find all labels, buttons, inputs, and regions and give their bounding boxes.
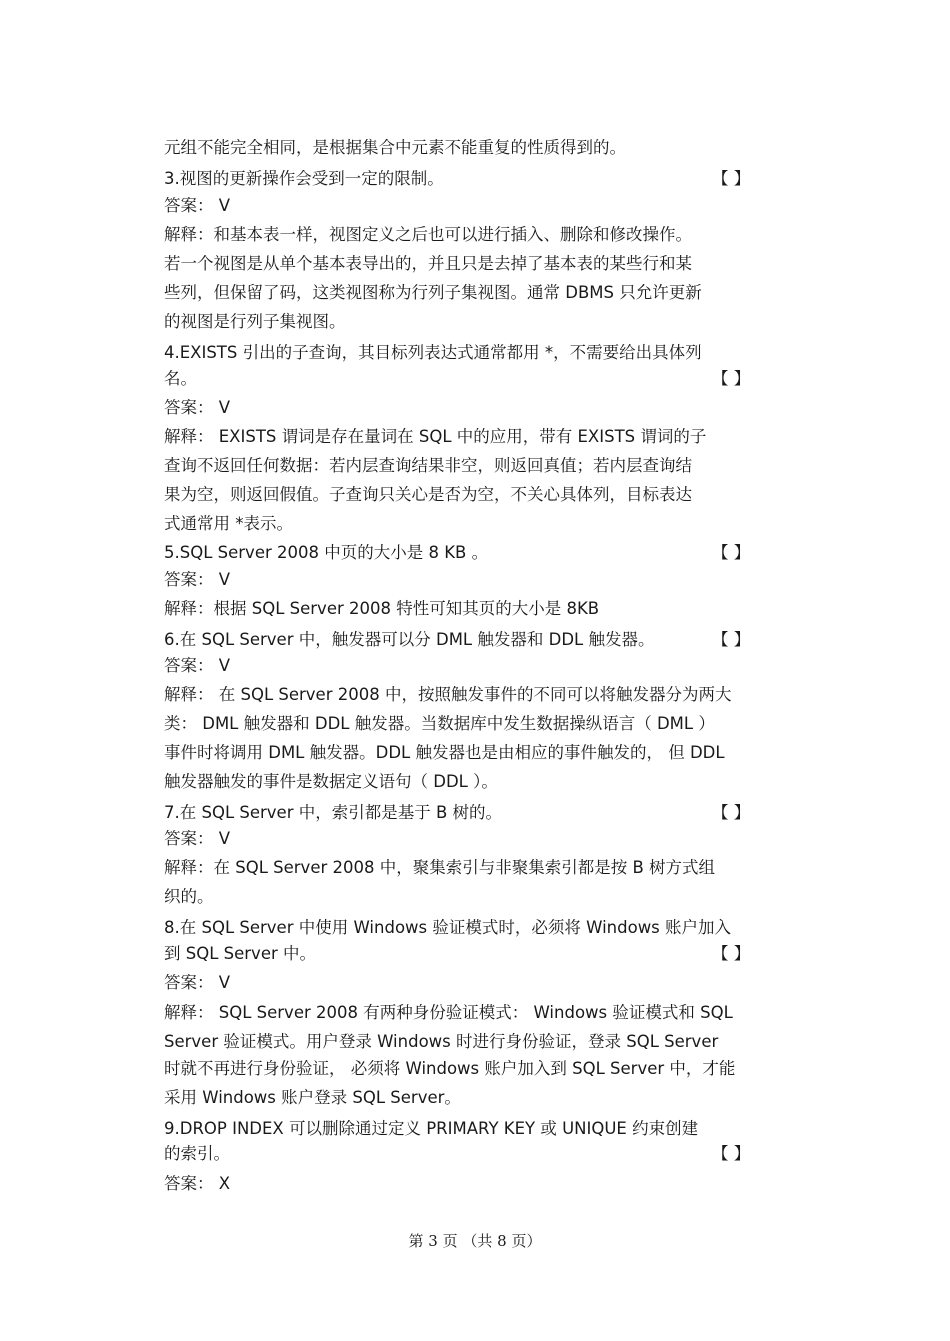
- question-9: 9.DROP INDEX 可以删除通过定义 PRIMARY KEY 或 UNIQUE 约束创建: [164, 1119, 699, 1138]
- answer-line: 答案： V: [164, 656, 231, 675]
- question-8-cont: 到 SQL Server 中。: [164, 944, 316, 963]
- explanation-line: 式通常用 *表示。: [164, 514, 293, 533]
- page-footer: 第 3 页 （共 8 页）: [408, 1232, 542, 1250]
- explanation-line: Server 验证模式。用户登录 Windows 时进行身份验证，登录 SQL Server: [164, 1032, 719, 1051]
- explanation-line: 类： DML 触发器和 DDL 触发器。当数据库中发生数据操纵语言（ DML ）: [164, 714, 715, 733]
- explanation-line: 织的。: [164, 887, 214, 906]
- answer-bracket: 【 】: [712, 944, 751, 963]
- explanation-line: 采用 Windows 账户登录 SQL Server。: [164, 1088, 461, 1107]
- text-line: 元组不能完全相同，是根据集合中元素不能重复的性质得到的。: [164, 138, 626, 157]
- explanation-line: 触发器触发的事件是数据定义语句（ DDL ）。: [164, 772, 498, 791]
- question-8: 8.在 SQL Server 中使用 Windows 验证模式时，必须将 Windows 账户加入: [164, 918, 732, 937]
- answer-line: 答案： V: [164, 829, 231, 848]
- explanation-line: 查询不返回任何数据：若内层查询结果非空，则返回真值；若内层查询结: [164, 456, 692, 475]
- answer-bracket: 【 】: [712, 1144, 751, 1163]
- answer-line: 答案： X: [164, 1174, 231, 1193]
- explanation-line: 解释：和基本表一样，视图定义之后也可以进行插入、删除和修改操作。: [164, 225, 692, 244]
- answer-bracket: 【 】: [712, 369, 751, 388]
- explanation-line: 的视图是行列子集视图。: [164, 312, 346, 331]
- question-4-cont: 名。: [164, 369, 197, 388]
- explanation-line: 若一个视图是从单个基本表导出的，并且只是去掉了基本表的某些行和某: [164, 254, 692, 273]
- explanation-line: 时就不再进行身份验证， 必须将 Windows 账户加入到 SQL Server 中，才能: [164, 1059, 736, 1078]
- question-6: 6.在 SQL Server 中，触发器可以分 DML 触发器和 DDL 触发器。: [164, 630, 655, 649]
- explanation-line: 解释： SQL Server 2008 有两种身份验证模式： Windows 验证模式和 SQL: [164, 1003, 733, 1022]
- explanation-line: 些列，但保留了码，这类视图称为行列子集视图。通常 DBMS 只允许更新: [164, 283, 702, 302]
- answer-line: 答案： V: [164, 398, 231, 417]
- answer-line: 答案： V: [164, 196, 231, 215]
- explanation-line: 解释： EXISTS 谓词是存在量词在 SQL 中的应用，带有 EXISTS 谓词的子: [164, 427, 707, 446]
- answer-line: 答案： V: [164, 570, 231, 589]
- explanation-line: 解释：在 SQL Server 2008 中，聚集索引与非聚集索引都是按 B 树方式组: [164, 858, 716, 877]
- explanation-line: 事件时将调用 DML 触发器。DDL 触发器也是由相应的事件触发的， 但 DDL: [164, 743, 725, 762]
- question-3: 3.视图的更新操作会受到一定的限制。: [164, 169, 444, 188]
- question-5: 5.SQL Server 2008 中页的大小是 8 KB 。: [164, 543, 489, 562]
- answer-bracket: 【 】: [712, 630, 751, 649]
- explanation-line: 果为空，则返回假值。子查询只关心是否为空，不关心具体列，目标表达: [164, 485, 692, 504]
- question-7: 7.在 SQL Server 中，索引都是基于 B 树的。: [164, 803, 503, 822]
- explanation-line: 解释： 在 SQL Server 2008 中，按照触发事件的不同可以将触发器分为两大: [164, 685, 732, 704]
- question-9-cont: 的索引。: [164, 1144, 230, 1163]
- answer-bracket: 【 】: [712, 803, 751, 822]
- question-4: 4.EXISTS 引出的子查询，其目标列表达式通常都用 *，不需要给出具体列: [164, 343, 702, 362]
- answer-bracket: 【 】: [712, 543, 751, 562]
- answer-line: 答案： V: [164, 973, 231, 992]
- explanation-line: 解释：根据 SQL Server 2008 特性可知其页的大小是 8KB: [164, 599, 600, 618]
- answer-bracket: 【 】: [712, 169, 751, 188]
